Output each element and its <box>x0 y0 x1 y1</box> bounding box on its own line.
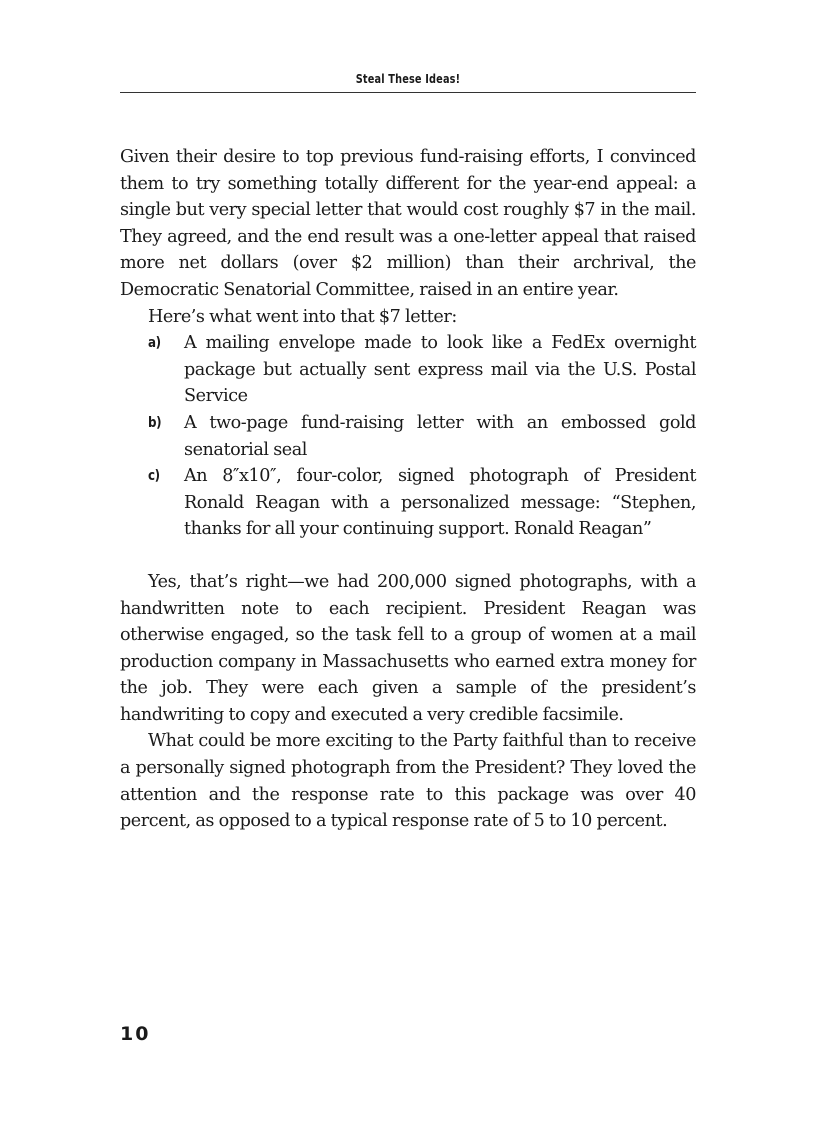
running-header-title: Steal These Ideas! <box>355 71 461 86</box>
paragraph-4: What could be more exciting to the Party faithful than to receive a personally signed photograph from the President? They loved the attention and the response rate to this package was over 40 percent, as opposed to a typical response rate of 5 to 10 percent. <box>120 731 696 832</box>
list-item-text: A two-page fund-raising letter with an embossed gold senatorial seal <box>184 412 696 460</box>
paragraph-3: Yes, that’s right—we had 200,000 signed photographs, with a handwritten note to each recipient. President Reagan was otherwise engaged, so the task fell to a group of women at a mail production company in Massachusetts who earned extra money for the job. They were each given a sample of the president’s handwriting to copy and executed a very credible facsimile. <box>120 571 696 725</box>
list-item <box>120 410 696 463</box>
item-list <box>120 330 696 543</box>
paragraph-1: Given their desire to top previous fund-raising efforts, I convinced them to try something totally different for the year-end appeal: a single but very special letter that would cost roughly $7 in the mail. They agreed, and the end result was a one-letter appeal that raised more net dollars (over $2 million) than their archrival, the Democratic Senatorial Committee, raised in an entire year. <box>120 147 696 300</box>
list-marker: a) <box>148 335 161 352</box>
list-item-text: A mailing envelope made to look like a FedEx overnight package but actually sent express mail via the U.S. Postal Service <box>184 333 696 407</box>
list-item-text: An 8″x10″, four-color, signed photograph of President Ronald Reagan with a personalized message: “Stephen, thanks for all your continuing support. Ronald Reagan” <box>184 466 696 540</box>
page-number: 10 <box>120 1023 151 1045</box>
list-item <box>120 330 696 410</box>
paragraph-2: Here’s what went into that $7 letter: <box>148 306 457 327</box>
list-marker: c) <box>148 468 160 485</box>
list-marker: b) <box>148 414 162 431</box>
body-text <box>120 144 696 835</box>
paragraph-gap <box>120 543 696 569</box>
list-item <box>120 463 696 543</box>
header-rule <box>120 92 696 93</box>
